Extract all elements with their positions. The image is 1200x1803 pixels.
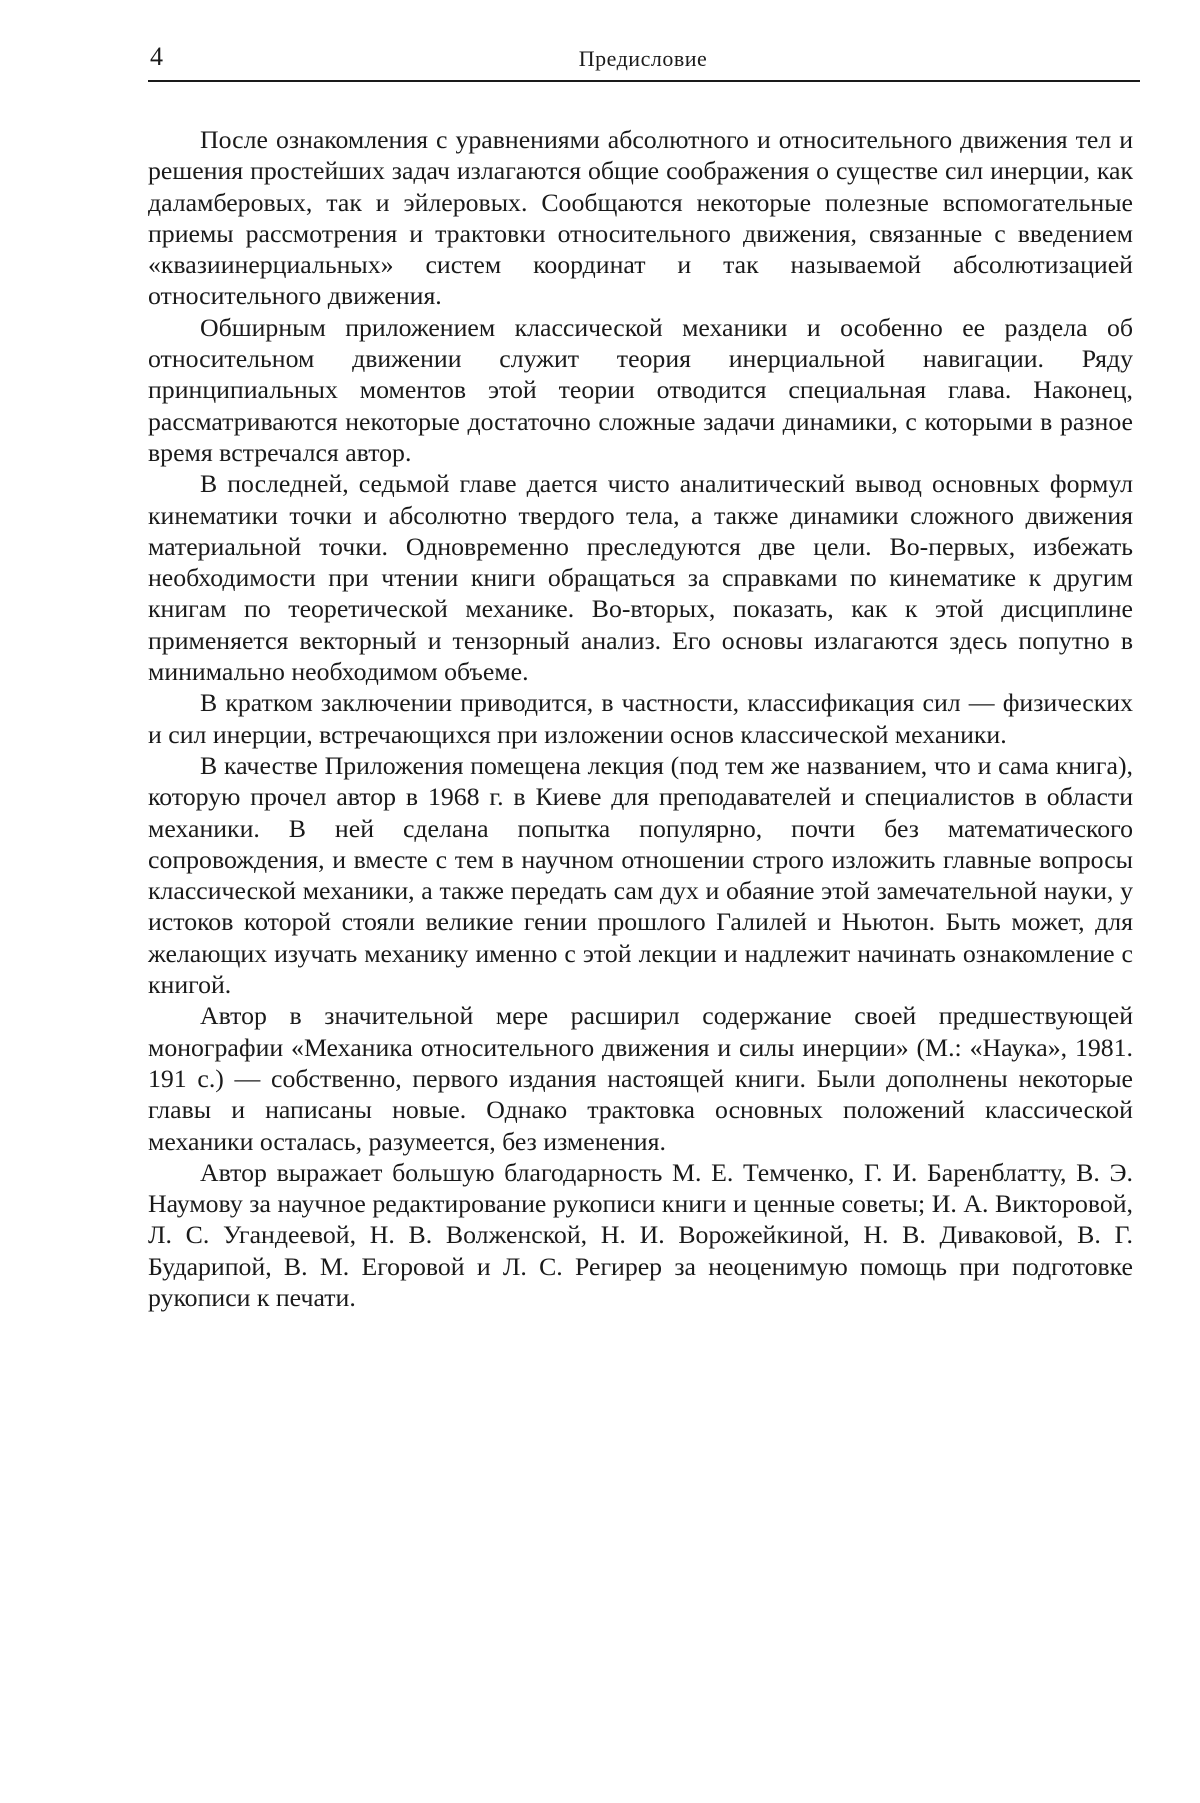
paragraph-4: В кратком заключении приводится, в частности, классификация сил — физических и сил инерции, встречающихся при изложении основ классической механики. bbox=[148, 688, 1133, 749]
running-title: Предисловие bbox=[578, 46, 708, 71]
paragraph-3: В последней, седьмой главе дается чисто аналитический вывод основных формул кинематики точки и абсолютно твердого тела, а также динамики сложного движения материальной точки. Одновременно преследуются две цели. Во-первых, избежать необходимости при чтении книги обращаться за справками по кинематике к другим книгам по теоретической механике. Во-вторых, показать, как к этой дисциплине применяется векторный и тензорный анализ. Его основы излагаются здесь попутно в минимально необходимом объеме. bbox=[148, 469, 1133, 687]
body-text bbox=[148, 124, 1133, 1313]
paragraph-7: Автор выражает большую благодарность М. Е. Темченко, Г. И. Баренблатту, В. Э. Наумову за научное редактирование рукописи книги и ценные советы; И. А. Викторовой, Л. С. Угандеевой, Н. В. Волженской, Н. И. Ворожейкиной, Н. В. Диваковой, В. Г. Бударипой, В. М. Егоровой и Л. С. Регирер за неоценимую помощь при подготовке рукописи к печати. bbox=[148, 1157, 1133, 1312]
paragraph-1: После ознакомления с уравнениями абсолютного и относительного движения тел и решения простейших задач излагаются общие соображения о существе сил инерции, как даламберовых, так и эйлеровых. Сообщаются некоторые полезные вспомогательные приемы рассмотрения и трактовки относительного движения, связанные с введением «квазиинерциальных» систем координат и так называемой абсолютизацией относительного движения. bbox=[148, 125, 1133, 311]
paragraph-6: Автор в значительной мере расширил содержание своей предшествующей монографии «Механика относительного движения и силы инерции» (М.: «Наука», 1981. 191 с.) — собственно, первого издания настоящей книги. Были дополнены некоторые главы и написаны новые. Однако трактовка основных положений классической механики осталась, разумеется, без изменения. bbox=[148, 1001, 1133, 1156]
page-header bbox=[148, 38, 1138, 82]
page-number: 4 bbox=[150, 42, 163, 71]
header-rule bbox=[148, 80, 1140, 82]
paragraph-5: В качестве Приложения помещена лекция (под тем же названием, что и сама книга), которую прочел автор в 1968 г. в Киеве для преподавателей и специалистов в области механики. В ней сделана попытка популярно, почти без математического сопровождения, и вместе с тем в научном отношении строго изложить главные вопросы классической механики, а также передать сам дух и обаяние этой замечательной науки, у истоков которой стояли великие гении прошлого Галилей и Ньютон. Быть может, для желающих изучать механику именно с этой лекции и надлежит начинать ознакомление с книгой. bbox=[148, 750, 1133, 1000]
paragraph-2: Обширным приложением классической механики и особенно ее раздела об относительном движении служит теория инерциальной навигации. Ряду принципиальных моментов этой теории отводится специальная глава. Наконец, рассматриваются некоторые достаточно сложные задачи динамики, с которыми в разное время встречался автор. bbox=[148, 312, 1133, 467]
